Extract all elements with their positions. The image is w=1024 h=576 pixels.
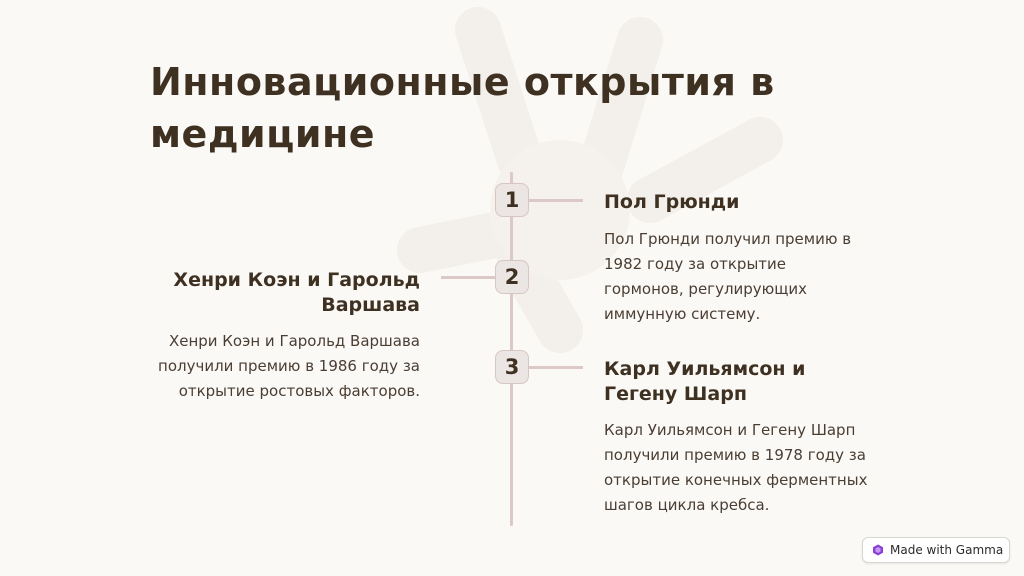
step-number-1: 1 xyxy=(495,183,529,217)
connector-3 xyxy=(528,366,583,369)
item-1-title: Пол Грюнди xyxy=(604,191,740,213)
connector-2 xyxy=(441,276,496,279)
item-1-description: Пол Грюнди получил премию в 1982 году за открытие гормонов, регулирующих иммунную систему. xyxy=(604,230,852,323)
step-number-3: 3 xyxy=(495,350,529,384)
item-3-description: Карл Уильямсон и Гегену Шарп получили премию в 1978 году за открытие конечных ферментных шагов цикла кребса. xyxy=(604,421,868,514)
item-2-title: Хенри Коэн и Гарольд Варшава xyxy=(173,269,420,316)
gamma-logo-icon xyxy=(872,544,884,556)
badge-label: Made with Gamma xyxy=(890,543,1004,557)
page-title: Инновационные открытия в медицине xyxy=(150,60,775,156)
connector-1 xyxy=(528,199,583,202)
item-2-description: Хенри Коэн и Гарольд Варшава получили премию в 1986 году за открытие ростовых факторов. xyxy=(158,332,420,400)
step-number-2: 2 xyxy=(495,260,529,294)
timeline-axis xyxy=(510,172,513,526)
item-3-title: Карл Уильямсон и Гегену Шарп xyxy=(604,358,806,405)
made-with-gamma-badge[interactable] xyxy=(862,537,1010,563)
